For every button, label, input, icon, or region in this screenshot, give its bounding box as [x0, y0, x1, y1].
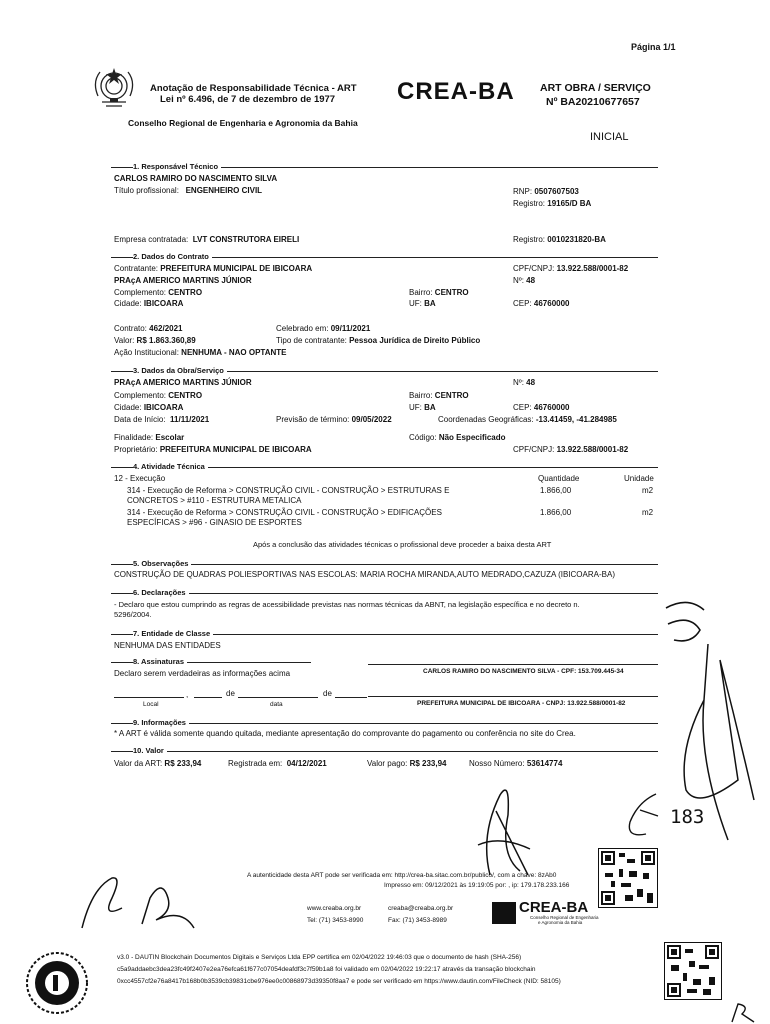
responsavel-name: CARLOS RAMIRO DO NASCIMENTO SILVA: [114, 174, 278, 183]
unidade-header: Unidade: [624, 474, 654, 483]
crea-brand: CREA-BA: [397, 78, 515, 105]
obra-coordenadas-row: Coordenadas Geográficas: -13.41459, -41.284985: [438, 415, 617, 424]
registrada-row: Registrada em: 04/12/2021: [228, 759, 327, 768]
data-label: data: [270, 701, 283, 708]
declaro-text: Declaro serem verdadeiras as informações acima: [114, 669, 291, 678]
atividade-item-2-line1: 314 - Execução de Reforma > CONSTRUÇÃO CIVIL - CONSTRUÇÃO > EDIFICAÇÕES: [127, 508, 442, 517]
section-heading-informacoes: 9. Informações: [133, 718, 189, 727]
art-type: ART OBRA / SERVIÇO: [540, 82, 651, 94]
nosso-numero-row: Nosso Número: 53614774: [469, 759, 563, 768]
registro-row: Registro: 19165/D BA: [513, 199, 592, 208]
contratante-number-row: Nº: 48: [513, 276, 536, 285]
crea-logo-mark: [492, 902, 516, 924]
status-label: INICIAL: [590, 131, 629, 143]
atividade-group: 12 - Execução: [114, 474, 166, 483]
footer-email[interactable]: creaba@creaba.org.br: [388, 905, 454, 912]
obra-inicio-row: Data de Início: 11/11/2021: [114, 415, 210, 424]
blockchain-line-2: c5a9addaebc3dea23fc49f2407e2ea76efca61f677c07054deafdf3c7f59b1a8 foi validado em 02/04/2022 19:22:17 através da transação blockchain: [117, 966, 536, 973]
signature-center: [470, 775, 540, 885]
atividade-item-2-qty: 1.866,00: [540, 508, 572, 517]
section-heading-assinaturas: 8. Assinaturas: [133, 657, 187, 666]
obra-cep-row: CEP: 46760000: [513, 403, 570, 412]
declaracoes-line1: - Declaro que estou cumprindo as regras de acessibilidade previstas nas normas técnicas da ABNT, na legislação específica e no decreto n.: [114, 600, 580, 609]
obra-address: PRAçA AMERICO MARTINS JÚNIOR: [114, 378, 252, 387]
valor-contrato-row: Valor: R$ 1.863.360,89: [114, 336, 196, 345]
signature-responsavel-label: CARLOS RAMIRO DO NASCIMENTO SILVA - CPF: 153.709.445-34: [423, 668, 624, 675]
blockchain-line-3: 0xcc4557cf2e76a8417b168b0b3539cb39831cbe976ee0c00868973d39350f8aa7 e pode ser verificado em https://www.dautin.com/FileCheck (NID: 58105): [117, 978, 561, 985]
qr-code-verification[interactable]: [598, 848, 658, 908]
footer-site[interactable]: www.creaba.org.br: [307, 905, 362, 912]
empresa-row: Empresa contratada: LVT CONSTRUTORA EIRELI: [114, 235, 300, 244]
baixa-note: Após a conclusão das atividades técnicas o profissional deve proceder a baixa desta ART: [253, 540, 552, 549]
acao-institucional-row: Ação Institucional: NENHUMA - NAO OPTANTE: [114, 348, 287, 357]
printed-info-line: Impresso em: 09/12/2021 às 19:19:05 por: , ip: 179.178.233.166: [384, 882, 570, 889]
section-heading-entidade: 7. Entidade de Classe: [133, 629, 213, 638]
qr-code-blockchain[interactable]: [664, 942, 722, 1000]
blockchain-line-1: v3.0 - DAUTIN Blockchain Documentos Digitais e Serviços Ltda EPP certifica em 02/04/2022 19:46:03 que o documento de hash (SHA-256): [117, 954, 522, 961]
signature-small: [618, 790, 668, 842]
obra-number-row: Nº: 48: [513, 378, 536, 387]
section-heading-observacoes: 5. Observações: [133, 559, 191, 568]
crea-logo-subtitle-2: e Agronomia da Bahia: [538, 920, 583, 925]
obra-complemento-row: Complemento: CENTRO: [114, 391, 203, 400]
section-heading-atividade: 4. Atividade Técnica: [133, 462, 208, 471]
celebrado-row: Celebrado em: 09/11/2021: [276, 324, 371, 333]
header-law: Lei nº 6.496, de 7 de dezembro de 1977: [160, 94, 336, 105]
contratante-address: PRAçA AMERICO MARTINS JÚNIOR: [114, 276, 252, 285]
section-heading-obra: 3. Dados da Obra/Serviço: [133, 366, 227, 375]
art-number: Nº BA20210677657: [546, 96, 640, 108]
footer-tel: Tel: (71) 3453-8990: [307, 917, 364, 924]
section-heading-responsavel: 1. Responsável Técnico: [133, 162, 221, 171]
crea-logo-subtitle-1: Conselho Regional de Engenharia: [530, 915, 599, 920]
coat-of-arms-logo: [88, 62, 140, 116]
atividade-item-2-unit: m2: [642, 508, 654, 517]
obra-cpf-row: CPF/CNPJ: 13.922.588/0001-82: [513, 445, 629, 454]
signature-bottom-left: [72, 868, 202, 938]
contratante-complemento-row: Complemento: CENTRO: [114, 288, 203, 297]
dautin-stamp: [24, 950, 90, 1018]
contratante-uf-row: UF: BA: [409, 299, 436, 308]
section-heading-contrato: 2. Dados do Contrato: [133, 252, 212, 261]
observacoes-text: CONSTRUÇÃO DE QUADRAS POLIESPORTIVAS NAS ESCOLAS: MARIA ROCHA MIRANDA,AUTO MEDRADO,CAZUZA (IBICOARA-BA): [114, 570, 615, 579]
contrato-row: Contrato: 462/2021: [114, 324, 183, 333]
informacoes-text: * A ART é válida somente quando quitada, mediante apresentação do comprovante do pagamento ou conferência no site do Crea.: [114, 729, 576, 738]
section-heading-valor: 10. Valor: [133, 746, 167, 755]
header-title: Anotação de Responsabilidade Técnica - ART: [150, 83, 357, 94]
signature-contratante-label: PREFEITURA MUNICIPAL DE IBICOARA - CNPJ: 13.922.588/0001-82: [417, 700, 626, 707]
atividade-item-1-line1: 314 - Execução de Reforma > CONSTRUÇÃO CIVIL - CONSTRUÇÃO > ESTRUTURAS E: [127, 486, 450, 495]
contratante-cpf-row: CPF/CNPJ: 13.922.588/0001-82: [513, 264, 629, 273]
obra-proprietario-row: Proprietário: PREFEITURA MUNICIPAL DE IBICOARA: [114, 445, 312, 454]
crea-logo-text: CREA-BA: [519, 899, 589, 916]
obra-bairro-row: Bairro: CENTRO: [409, 391, 469, 400]
titulo-row: Título profissional: ENGENHEIRO CIVIL: [114, 186, 263, 195]
atividade-item-1-line2: CONCRETOS > #110 - ESTRUTURA METALICA: [127, 496, 302, 505]
declaracoes-line2: 5296/2004.: [114, 610, 152, 619]
obra-previsao-row: Previsão de término: 09/05/2022: [276, 415, 392, 424]
atividade-item-1-unit: m2: [642, 486, 654, 495]
de-1: de: [226, 689, 235, 698]
valor-art-row: Valor da ART: R$ 233,94: [114, 759, 202, 768]
contratante-cep-row: CEP: 46760000: [513, 299, 570, 308]
quantidade-header: Quantidade: [538, 474, 580, 483]
page-number: Página 1/1: [631, 42, 676, 52]
valor-pago-row: Valor pago: R$ 233,94: [367, 759, 447, 768]
page-mark-number: 183: [670, 806, 705, 828]
obra-finalidade-row: Finalidade: Escolar: [114, 433, 185, 442]
signature-initial-bottom: [728, 1002, 758, 1024]
footer-fax: Fax: (71) 3453-8989: [388, 917, 447, 924]
contratante-cidade-row: Cidade: IBICOARA: [114, 299, 184, 308]
atividade-item-2-line2: ESPECÍFICAS > #96 - GINASIO DE ESPORTES: [127, 518, 302, 527]
verification-url-line: A autenticidade desta ART pode ser verificada em: http://crea-ba.sitac.com.br/publico/, com a chave: 8zAb0: [247, 872, 557, 879]
de-2: de: [323, 689, 332, 698]
contratante-row: Contratante: PREFEITURA MUNICIPAL DE IBICOARA: [114, 264, 313, 273]
empresa-registro-row: Registro: 0010231820-BA: [513, 235, 606, 244]
rnp-row: RNP: 0507607503: [513, 187, 579, 196]
section-heading-declaracoes: 6. Declarações: [133, 588, 189, 597]
local-label: Local: [143, 701, 159, 708]
entidade-text: NENHUMA DAS ENTIDADES: [114, 641, 221, 650]
atividade-item-1-qty: 1.866,00: [540, 486, 572, 495]
obra-uf-row: UF: BA: [409, 403, 436, 412]
obra-codigo-row: Código: Não Especificado: [409, 433, 506, 442]
council-name: Conselho Regional de Engenharia e Agronomia da Bahia: [128, 118, 358, 128]
obra-cidade-row: Cidade: IBICOARA: [114, 403, 184, 412]
tipo-contratante-row: Tipo de contratante: Pessoa Jurídica de Direito Público: [276, 336, 481, 345]
contratante-bairro-row: Bairro: CENTRO: [409, 288, 469, 297]
